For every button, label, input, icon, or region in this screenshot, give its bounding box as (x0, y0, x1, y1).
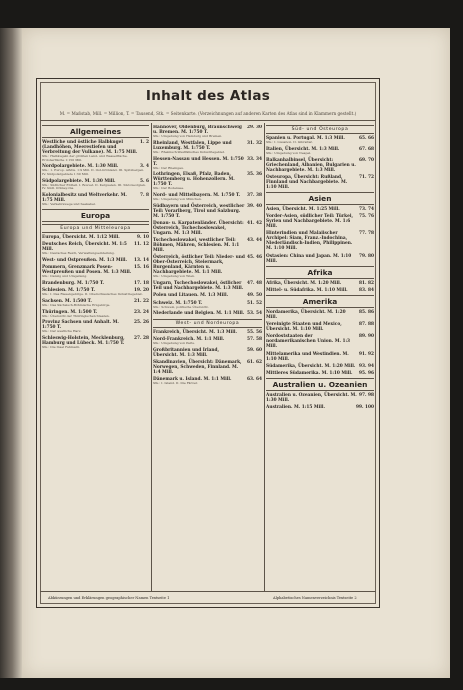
entry-heading (153, 311, 262, 316)
entry-title: Kolonialbesitz und Weltverkehr. M. 1:75 Mill. (42, 193, 127, 204)
entry-title: Ungarn, Tschechoslowakei, östlicher Teil und Nachbargebiete. M. 1:3 Mill. (153, 281, 244, 292)
contents-entry (266, 175, 374, 190)
contents-entry (266, 393, 374, 403)
entry-heading (266, 207, 374, 212)
entry-title: Mittel- u. Südafrika. M. 1:10 Mill. (266, 287, 348, 293)
entry-title: Südamerika, Übersicht. M. 1:20 Mill. (266, 363, 356, 369)
section-subheading: Süd- und Osteuropa (266, 125, 374, 134)
entry-description: Stk.: Umgebung von Hamburg und Bremen. (153, 134, 223, 138)
contents-column-1 (42, 125, 149, 589)
contents-entry (153, 348, 262, 358)
entry-title: Tschechoslowakei, westlicher Teil: Böhmen, Mähren, Schlesien. M. 1:1 Mill. (153, 238, 240, 254)
entry-description: Stk.: Die Insel Fehmarn. (42, 345, 81, 350)
entry-title: Westliche und östliche Halbkugel (Landhöhen, Meerestiefen und Verbreitung der Vulkane). M. 1:75 Mill. (42, 140, 138, 155)
entry-heading (266, 352, 374, 362)
column-divider-1 (151, 123, 152, 591)
entry-title: Brandenburg. M. 1:750 T. (42, 280, 104, 286)
contents-entry (42, 281, 149, 286)
entry-page-number: 91. 92 (359, 351, 374, 357)
entry-description: Stk.: Der westliche Harz. (42, 329, 82, 334)
entry-page-number: 85. 86 (359, 310, 374, 316)
entry-page-number: 1. 2 (140, 140, 149, 145)
contents-entry (153, 311, 262, 316)
entry-heading (153, 204, 262, 219)
entry-title: Schweiz. M. 1:750 T. (153, 300, 203, 306)
contents-entry (153, 141, 262, 155)
page-title: Inhalt des Atlas (145, 88, 271, 104)
section-subheading: Europa und Mitteleuropa (42, 224, 149, 233)
contents-entry (266, 371, 374, 376)
footer-index-note: Alphabetisches Namenverzeichnis Textseite 2 (273, 596, 357, 600)
entry-title: Südbayern und Österreich, westlicher Teil: Vorarlberg, Tirol und Salzburg. M. 1:750 T. (153, 203, 245, 219)
contents-entry (42, 164, 149, 176)
entry-title: Ostasien: China und Japan. M. 1:10 Mill. (266, 253, 352, 264)
entry-heading (153, 281, 262, 291)
entry-page-number: 69. 70 (359, 157, 374, 163)
entry-description: Stk.: Umgebung von München. (153, 197, 202, 202)
entry-heading (153, 172, 262, 187)
entry-heading (266, 231, 374, 251)
entry-page-number: 93. 94 (359, 363, 374, 369)
entry-page-number: 45. 46 (247, 255, 262, 261)
contents-entry (153, 360, 262, 375)
entry-page-number: 17. 18 (134, 280, 149, 286)
contents-entry (42, 320, 149, 334)
entry-page-number: 63. 64 (247, 376, 262, 382)
entry-page-number: 25. 26 (134, 320, 149, 326)
entry-page-number: 41. 42 (247, 221, 262, 227)
section-heading: Amerika (266, 295, 374, 308)
entry-page-number: 9. 10 (137, 234, 149, 240)
entry-page-number: 15. 16 (134, 265, 149, 271)
entry-title: Nordoststaaten der nordamerikanischen Union. M. 1:3 Mill. (266, 334, 351, 350)
entry-description: Stk.: Schweiz, politische Übersicht. (153, 304, 209, 309)
entry-title: Mittelamerika und Westindien. M. 1:10 Mill. (266, 351, 349, 362)
entry-page-number: 79. 80 (359, 253, 374, 259)
entry-page-number: 13. 14 (134, 257, 149, 263)
entry-heading (266, 393, 374, 403)
section-heading: Afrika (266, 266, 374, 279)
entry-page-number: 51. 52 (247, 300, 262, 306)
entry-page-number: 19. 20 (134, 288, 149, 294)
entry-description: Stk.: Südlicher Erdteil. I. Bouvet. II. Kerguelen. III. Süd-Georgien. IV. Südl. Orkney-Ins. (42, 182, 146, 191)
entry-page-number: 21. 22 (134, 298, 149, 304)
entry-page-number: 47. 48 (247, 281, 262, 287)
contents-entry (266, 364, 374, 369)
contents-entry (266, 158, 374, 173)
entry-page-number: 55. 56 (247, 329, 262, 335)
entry-page-number: 97. 98 (359, 393, 374, 399)
entry-title: Lothringen, Elsaß, Pfalz, Baden, Württemberg u. Hohenzollern. M. 1:750 T. (153, 172, 235, 188)
contents-entry (266, 147, 374, 156)
contents-column-3 (266, 125, 374, 589)
contents-entry (42, 258, 149, 263)
contents-entry (153, 330, 262, 335)
entry-title: Thüringen. M. 1:500 T. (42, 309, 98, 315)
entry-title: Polen und Litauen. M. 1:3 Mill. (153, 293, 229, 299)
section-heading: Allgemeines (42, 125, 149, 138)
contents-entry (266, 281, 374, 286)
entry-description: Stk.: Deutsches Reich, Verwaltungseinteilung. (42, 251, 115, 256)
contents-entry (153, 293, 262, 298)
entry-page-number: 39. 40 (247, 203, 262, 209)
entry-page-number: 89. 90 (359, 334, 374, 340)
section-heading: Asien (266, 192, 374, 205)
abbreviation-note: M. = Maßstab, Mill. = Million, T. = Tausend, Stk. = Seitenkarte. (Verzeichnungen auf anderen Karten des Atlas sind in Klammern gestellt.) (59, 111, 357, 116)
entry-title: Australien. M. 1:15 Mill. (266, 405, 325, 411)
entry-title: Pommern, Grenzmark Posen-Westpreußen und Posen. M. 1:3 Mill. (42, 265, 132, 276)
contents-entry (266, 322, 374, 332)
contents-entry (42, 179, 149, 191)
footer-abbreviations-note: Abkürzungen und Erklärungen geographischer Namen Textseite 1 (48, 596, 170, 600)
entry-title: Australien u. Ozeanien, Übersicht. M. 1:30 Mill. (266, 393, 357, 404)
contents-entry (42, 140, 149, 162)
book-spine (0, 28, 22, 678)
contents-entry (42, 242, 149, 256)
contents-entry (42, 193, 149, 207)
entry-page-number: 77. 78 (359, 231, 374, 237)
contents-entry (42, 265, 149, 279)
entry-heading (266, 334, 374, 349)
entry-description: Stk.: Der Bodensee. (153, 186, 185, 191)
entry-description: Stk.: Das Sächsisch-Böhmische Erzgebirge. (42, 302, 111, 307)
entry-heading (153, 255, 262, 275)
entry-page-number: 23. 24 (134, 309, 149, 315)
entry-heading (266, 214, 374, 229)
entry-page-number: 5. 6 (140, 178, 149, 184)
contents-frame (36, 78, 380, 608)
entry-page-number: 67. 68 (359, 146, 374, 152)
entry-page-number: 59. 60 (247, 347, 262, 353)
contents-entry (42, 310, 149, 319)
entry-title: Dänemark u. Island. M. 1:1 Mill. (153, 376, 232, 382)
entry-page-number: 37. 38 (247, 193, 262, 199)
contents-entry (42, 288, 149, 297)
entry-title: Nord- und Mittelbayern. M. 1:750 T. (153, 193, 241, 199)
entry-title: Balkanhalbinsel, Übersicht: Griechenland, Albanien, Bulgarien u. Nachbargebiete. M. 1:3 Mill. (266, 157, 356, 173)
entry-title: Vorder-Asien, südlicher Teil: Türkei, Syrien und Nachbargebiete. M. 1:6 Mill. (266, 214, 354, 230)
entry-title: Afrika, Übersicht. M. 1:20 Mill. (266, 280, 342, 286)
contents-entry (266, 207, 374, 212)
entry-page-number: 43. 44 (247, 238, 262, 244)
entry-heading (266, 364, 374, 369)
contents-entry (153, 301, 262, 310)
entry-page-number: 27. 28 (134, 336, 149, 342)
entry-heading (153, 293, 262, 298)
entry-page-number: 87. 88 (359, 322, 374, 328)
entry-heading (42, 235, 149, 240)
contents-entry (42, 336, 149, 350)
entry-page-number: 99. 100 (356, 405, 374, 411)
entry-title: Hinterindien und Malaiischer Archipel: Siam, Franz.-Indochina, Niederländisch-Indien, Philippinen. M. 1:10 Mill. (266, 231, 353, 252)
entry-description: Stk.: I. Island. II. Die Färöer. (153, 380, 198, 385)
entry-title: Skandinavien, Übersicht: Dänemark, Norwegen, Schweden, Finnland. M. 1:4 Mill. (153, 359, 242, 375)
contents-entry (153, 337, 262, 346)
entry-title: Hessen-Nassau und Hessen. M. 1:750 T. (153, 156, 244, 167)
entry-description: Stk.: Rheinisch-Westfälisches Industriegebiet. (153, 149, 225, 154)
entry-title: Osteuropa, Übersicht: Rußland, Finnland und Nachbargebiete. M. 1:10 Mill. (266, 174, 348, 190)
entry-description: Stk.: Umgebung von Paris. (153, 340, 195, 345)
entry-title: Großbritannien und Irland, Übersicht. M. 1:3 Mill. (153, 347, 220, 358)
entry-title: Nordpolargebiete. M. 1:30 Mill. (42, 164, 119, 170)
contents-column-2 (153, 125, 262, 589)
entry-heading (153, 221, 262, 236)
contents-entry (153, 125, 262, 139)
entry-page-number: 49. 50 (247, 293, 262, 299)
entry-heading (153, 238, 262, 253)
entry-title: Provinz Sachsen und Anhalt. M. 1:750 T. (42, 320, 119, 331)
entry-page-number: 81. 82 (359, 280, 374, 286)
section-heading: Australien u. Ozeanien (266, 378, 374, 391)
entry-title: Schleswig-Holstein, Mecklenburg, Hamburg und Lübeck. M. 1:750 T. (42, 336, 125, 347)
entry-title: West- und Ostpreußen. M. 1:3 Mill. (42, 257, 127, 263)
entry-page-number: 73. 74 (359, 206, 374, 212)
header-rule (40, 120, 376, 121)
entry-heading (42, 258, 149, 263)
entry-title: Europa, Übersicht. M. 1:12 Mill. (42, 234, 120, 240)
entry-heading (266, 310, 374, 320)
entry-title: Italien, Übersicht. M. 1:3 Mill. (266, 146, 340, 152)
entry-heading (266, 405, 374, 410)
entry-description: Stk.: Verkehrswege und Seekabel. (42, 202, 96, 207)
contents-entry (153, 157, 262, 171)
entry-description: Stk.: Umgebung von Neapel. (266, 150, 312, 155)
entry-heading (42, 281, 149, 286)
entry-title: Sachsen. M. 1:500 T. (42, 298, 92, 304)
contents-entry (266, 352, 374, 362)
entry-title: Mittleres Südamerika. M. 1:10 Mill. (266, 371, 353, 376)
contents-entry (266, 231, 374, 251)
entry-title: Schlesien. M. 1:750 T. (42, 288, 96, 294)
entry-heading (266, 322, 374, 332)
entry-page-number: 65. 66 (359, 136, 374, 141)
entry-page-number: 71. 72 (359, 174, 374, 180)
contents-entry (153, 204, 262, 219)
contents-entry (266, 288, 374, 293)
entry-page-number: 75. 76 (359, 214, 374, 220)
contents-entry (266, 405, 374, 410)
entry-description: Stk.: Halbkugeln der größten Land- und Wasserfläche. Erdoberfläche 1:150 Mill. (42, 154, 128, 162)
section-heading: Europa (42, 209, 149, 222)
contents-entry (153, 238, 262, 253)
contents-entry (42, 235, 149, 240)
contents-entry (266, 254, 374, 264)
entry-page-number: 35. 36 (247, 172, 262, 178)
contents-entry (153, 221, 262, 236)
entry-heading (266, 288, 374, 293)
entry-description: Stk.: Umgebung von Wien. (153, 274, 196, 279)
entry-heading (266, 175, 374, 190)
entry-description: Stk.: I. Lissabon. II. Gibraltar. (266, 140, 313, 144)
entry-page-number: 33. 34 (247, 156, 262, 162)
entry-title: Nordamerika, Übersicht. M. 1:20 Mill. (266, 310, 346, 321)
entry-heading (42, 140, 149, 155)
entry-heading (266, 158, 374, 173)
entry-title: Rheinland, Westfalen, Lippe und Luxemburg. M. 1:750 T. (153, 140, 232, 151)
contents-entry (153, 281, 262, 291)
contents-entry (266, 214, 374, 229)
entry-page-number: 61. 62 (247, 359, 262, 365)
footer (40, 591, 376, 604)
column-divider-2 (264, 123, 265, 591)
entry-title: Asien, Übersicht. M. 1:25 Mill. (266, 206, 340, 212)
entry-title: Frankreich, Übersicht. M. 1:3 Mill. (153, 329, 237, 335)
contents-entry (266, 334, 374, 349)
entry-title: Spanien u. Portugal. M. 1:3 Mill. (266, 136, 345, 141)
section-subheading: West- und Nordeuropa (153, 319, 262, 328)
entry-page-number: 11. 12 (134, 242, 149, 248)
entry-heading (153, 360, 262, 375)
entry-page-number: 53. 54 (247, 311, 262, 317)
entry-heading (266, 254, 374, 264)
entry-page-number: 29. 30 (247, 125, 262, 130)
entry-heading (266, 281, 374, 286)
contents-entry (153, 377, 262, 386)
entry-page-number: 95. 96 (359, 371, 374, 376)
entry-heading (153, 330, 262, 335)
entry-title: Österreich, östlicher Teil: Nieder- und Ober-Österreich, Steiermark, Burgenland, Kärnten u. Nachbargebiete. M. 1:1 Mill. (153, 255, 245, 276)
entry-title: Deutsches Reich, Übersicht. M. 1:5 Mill. (42, 242, 127, 253)
entry-title: Niederlande und Belgien. M. 1:1 Mill. (153, 311, 245, 317)
contents-entry (153, 255, 262, 279)
entry-title: Donau- u. Karpatenländer. Übersicht: Österreich, Tschechoslowakei, Ungarn. M. 1:3 Mill. (153, 221, 244, 237)
contents-entry (42, 299, 149, 308)
contents-entry (153, 193, 262, 202)
entry-description: Stk.: Danzig und Umgebung. (42, 274, 88, 279)
entry-page-number: 83. 84 (359, 287, 374, 293)
entry-title: Nord-Frankreich. M. 1:1 Mill. (153, 336, 225, 342)
entry-title: Südpolargebiete. M. 1:30 Mill. (42, 178, 116, 184)
entry-heading (266, 371, 374, 376)
entry-description: Stk.: 1. Europ. Arktis. 1:9 Mill. II. Ost-Grönland. III. Spitzbergen. IV. Südpolargebiete 1:30 Mill. (42, 168, 145, 176)
entry-page-number: 57. 58 (247, 336, 262, 342)
entry-heading (153, 348, 262, 358)
contents-entry (266, 310, 374, 320)
contents-entry (266, 136, 374, 145)
entry-description: Stk.: Übersicht der Thüringischen Staaten. (42, 313, 110, 318)
entry-page-number: 31. 32 (247, 140, 262, 146)
entry-page-number: 3. 4 (140, 164, 149, 170)
contents-entry (153, 172, 262, 191)
entry-description: Stk.: I. Das Riesengebirge. II. Oberschlesisches Industriegebiet. (42, 292, 143, 297)
entry-description: Stk.: Der Rheingau. (153, 165, 184, 170)
entry-title: Vereinigte Staaten und Mexico, Übersicht. M. 1:10 Mill. (266, 322, 342, 333)
entry-title: Hannover, Oldenburg, Braunschweig u. Bremen. M. 1:750 T. (153, 125, 242, 135)
entry-page-number: 7. 8 (140, 193, 149, 199)
